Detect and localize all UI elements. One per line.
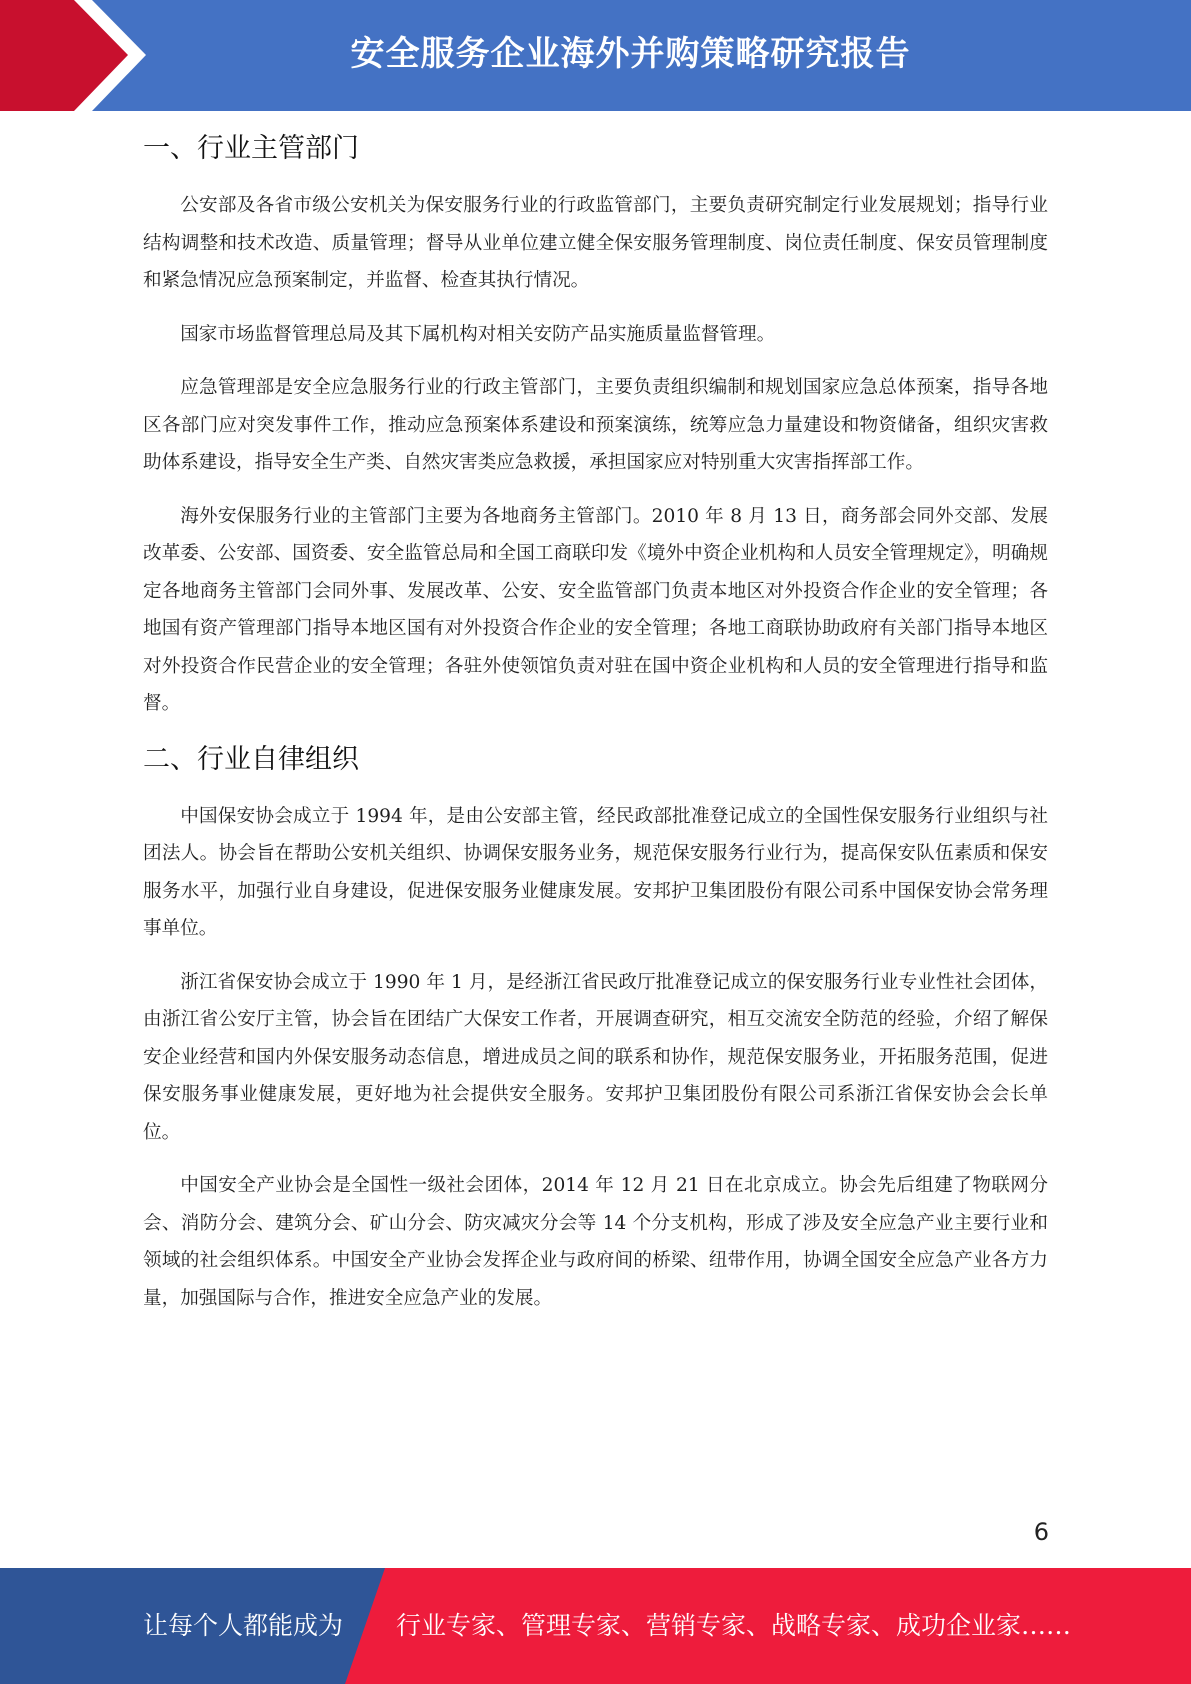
paragraph: 浙江省保安协会成立于 1990 年 1 月，是经浙江省民政厅批准登记成立的保安服务行业专业性社会团体，由浙江省公安厅主管，协会旨在团结广大保安工作者，开展调查研究，相互交流安全防范的经验，介绍了解保安企业经营和国内外保安服务动态信息，增进成员之间的联系和协作，规范保安服务业，开拓服务范围，促进保安服务事业健康发展，更好地为社会提供安全服务。安邦护卫集团股份有限公司系浙江省保安协会会长单位。 — [143, 971, 1048, 1143]
page-number: 6 — [1033, 1518, 1049, 1546]
paragraph: 公安部及各省市级公安机关为保安服务行业的行政监管部门，主要负责研究制定行业发展规划；指导行业结构调整和技术改造、质量管理；督导从业单位建立健全保安服务管理制度、岗位责任制度、保安员管理制度和紧急情况应急预案制定，并监督、检查其执行情况。 — [143, 195, 1048, 291]
main-content — [143, 126, 1048, 1317]
paragraph: 应急管理部是安全应急服务行业的行政主管部门，主要负责组织编制和规划国家应急总体预案，指导各地区各部门应对突发事件工作，推动应急预案体系建设和预案演练，统筹应急力量建设和物资储备，组织灾害救助体系建设，指导安全生产类、自然灾害类应急救援，承担国家应对特别重大灾害指挥部工作。 — [143, 377, 1048, 473]
paragraph: 中国保安协会成立于 1994 年，是由公安部主管，经民政部批准登记成立的全国性保安服务行业组织与社团法人。协会旨在帮助公安机关组织、协调保安服务业务，规范保安服务行业行为，提高保安队伍素质和保安服务水平，加强行业自身建设，促进保安服务业健康发展。安邦护卫集团股份有限公司系中国保安协会常务理事单位。 — [143, 805, 1048, 939]
paragraph: 中国安全产业协会是全国性一级社会团体，2014 年 12 月 21 日在北京成立。协会先后组建了物联网分会、消防分会、建筑分会、矿山分会、防灾减灾分会等 14 个分支机构，形成了涉及安全应急产业主要行业和领域的社会组织体系。中国安全产业协会发挥企业与政府间的桥梁、纽带作用，协调全国安全应急产业各方力量，加强国际与合作，推进安全应急产业的发展。 — [143, 1175, 1048, 1309]
report-title: 安全服务企业海外并购策略研究报告 — [350, 34, 911, 74]
footer-slogan-left: 让每个人都能成为 — [143, 1611, 344, 1640]
section-heading: 一、行业主管部门 — [143, 133, 359, 164]
header-arrow-decoration — [0, 0, 160, 111]
paragraph: 海外安保服务行业的主管部门主要为各地商务主管部门。2010 年 8 月 13 日，商务部会同外交部、发展改革委、公安部、国资委、安全监管总局和全国工商联印发《境外中资企业机构和人员安全管理规定》，明确规定各地商务主管部门会同外事、发展改革、公安、安全监管部门负责本地区对外投资合作企业的安全管理；各地国有资产管理部门指导本地区国有对外投资合作企业的安全管理；各地工商联协助政府有关部门指导本地区对外投资合作民营企业的安全管理；各驻外使领馆负责对驻在国中资企业机构和人员的安全管理进行指导和监督。 — [143, 505, 1048, 714]
page-header — [0, 0, 1191, 111]
page-footer — [0, 1568, 1191, 1684]
section-heading: 二、行业自律组织 — [143, 743, 359, 775]
paragraph: 国家市场监督管理总局及其下属机构对相关安防产品实施质量监督管理。 — [180, 323, 776, 345]
footer-slogan-right: 行业专家、管理专家、营销专家、战略专家、成功企业家…… — [396, 1611, 1072, 1640]
